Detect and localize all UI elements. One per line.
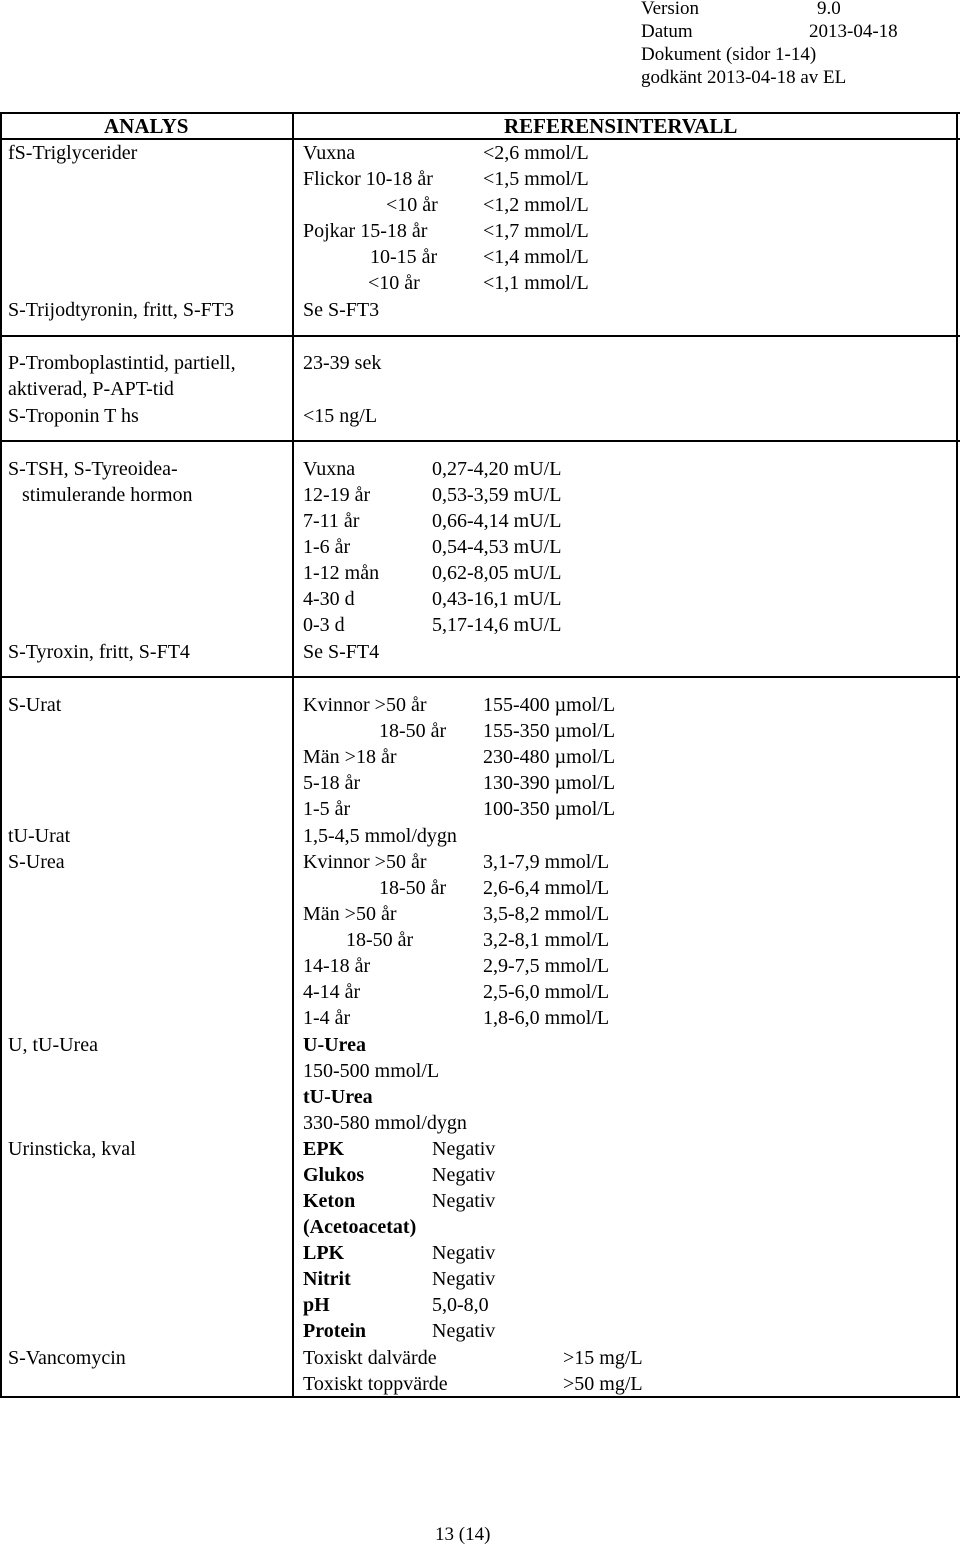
row-divider-1	[0, 335, 960, 337]
document-meta	[641, 0, 898, 89]
ref-group: 4-30 d	[303, 588, 355, 610]
ref-group: <10 år	[386, 194, 438, 216]
u-urea-subheading: U-Urea	[303, 1034, 366, 1056]
ref-group: Män >50 år	[303, 903, 397, 925]
ref-group: 4-14 år	[303, 981, 361, 1003]
urinsticka-label: Protein	[303, 1320, 366, 1342]
analysis-urinsticka: Urinsticka, kval	[8, 1138, 136, 1160]
analysis-u-urea: U, tU-Urea	[8, 1034, 98, 1056]
urinsticka-value: Negativ	[432, 1242, 496, 1264]
analysis-apt-line2: aktiverad, P-APT-tid	[8, 378, 174, 400]
version-label: Version	[641, 0, 700, 19]
urinsticka-value: Negativ	[432, 1164, 496, 1186]
analysis-triglycerider: fS-Triglycerider	[8, 142, 138, 164]
ref-value: 0,62-8,05 mU/L	[432, 562, 562, 584]
urinsticka-label: EPK	[303, 1138, 345, 1160]
analysis-ft3: S-Trijodtyronin, fritt, S-FT3	[8, 299, 234, 321]
ref-value: 3,1-7,9 mmol/L	[483, 851, 610, 873]
date-value: 2013-04-18	[809, 21, 898, 42]
version-row	[641, 0, 846, 20]
vancomycin-value: >50 mg/L	[563, 1373, 643, 1395]
ref-value: 3,5-8,2 mmol/L	[483, 903, 610, 925]
ref-group: 12-19 år	[303, 484, 371, 506]
urinsticka-label: Glukos	[303, 1164, 365, 1186]
date-row	[641, 20, 898, 43]
ref-value: <1,4 mmol/L	[483, 246, 589, 268]
row-divider-2	[0, 440, 960, 442]
analysis-ft4: S-Tyroxin, fritt, S-FT4	[8, 641, 190, 663]
ref-group: 1-6 år	[303, 536, 351, 558]
approval-line: godkänt 2013-04-18 av EL	[641, 67, 847, 88]
ref-group: Vuxna	[303, 458, 356, 480]
header-analys: ANALYS	[104, 114, 189, 138]
tu-urea-value: 330-580 mmol/dygn	[303, 1112, 467, 1134]
urinsticka-label: pH	[303, 1294, 330, 1316]
ref-value: 230-480 µmol/L	[483, 746, 616, 768]
ref-group: 7-11 år	[303, 510, 360, 532]
ref-group: 14-18 år	[303, 955, 371, 977]
ref-value: 100-350 µmol/L	[483, 798, 616, 820]
ref-apt: 23-39 sek	[303, 352, 382, 374]
ref-value: <1,1 mmol/L	[483, 272, 589, 294]
ref-group: Kvinnor >50 år	[303, 694, 427, 716]
ref-group: 0-3 d	[303, 614, 345, 636]
header-referensintervall: REFERENSINTERVALL	[504, 114, 738, 138]
vancomycin-value: >15 mg/L	[563, 1347, 643, 1369]
tu-urea-subheading: tU-Urea	[303, 1086, 373, 1108]
analysis-tu-urat: tU-Urat	[8, 825, 71, 847]
ref-value: 5,17-14,6 mU/L	[432, 614, 562, 636]
ref-value: 2,9-7,5 mmol/L	[483, 955, 610, 977]
ref-value: 0,27-4,20 mU/L	[432, 458, 562, 480]
urinsticka-label: LPK	[303, 1242, 345, 1264]
ref-group: 18-50 år	[379, 877, 447, 899]
ref-value: 2,6-6,4 mmol/L	[483, 877, 610, 899]
urinsticka-value: Negativ	[432, 1320, 496, 1342]
ref-value: <1,2 mmol/L	[483, 194, 589, 216]
urinsticka-label: Nitrit	[303, 1268, 351, 1290]
version-value: 9.0	[817, 0, 841, 19]
ref-value: 1,8-6,0 mmol/L	[483, 1007, 610, 1029]
u-urea-value: 150-500 mmol/L	[303, 1060, 440, 1082]
analysis-tsh-line1: S-TSH, S-Tyreoidea-	[8, 458, 178, 480]
urinsticka-value: Negativ	[432, 1138, 496, 1160]
analysis-urea: S-Urea	[8, 851, 65, 873]
analysis-vancomycin: S-Vancomycin	[8, 1347, 126, 1369]
ref-group: Män >18 år	[303, 746, 397, 768]
ref-group: Flickor 10-18 år	[303, 168, 433, 190]
vancomycin-label: Toxiskt dalvärde	[303, 1347, 437, 1369]
ref-group: 18-50 år	[346, 929, 414, 951]
ref-value: 155-350 µmol/L	[483, 720, 616, 742]
date-label: Datum	[641, 21, 693, 42]
ref-value: 2,5-6,0 mmol/L	[483, 981, 610, 1003]
ref-group: Vuxna	[303, 142, 356, 164]
analysis-tsh-line2: stimulerande hormon	[22, 484, 193, 506]
urinsticka-label: (Acetoacetat)	[303, 1216, 417, 1238]
ref-value: 0,66-4,14 mU/L	[432, 510, 562, 532]
ref-value: <1,5 mmol/L	[483, 168, 589, 190]
ref-value: 0,54-4,53 mU/L	[432, 536, 562, 558]
ref-value: 155-400 µmol/L	[483, 694, 616, 716]
ref-group: 5-18 år	[303, 772, 361, 794]
urinsticka-value: 5,0-8,0	[432, 1294, 489, 1316]
ref-value: 0,43-16,1 mU/L	[432, 588, 562, 610]
ref-ft4: Se S-FT4	[303, 641, 380, 663]
urinsticka-value: Negativ	[432, 1268, 496, 1290]
ref-group: 18-50 år	[379, 720, 447, 742]
column-divider	[292, 112, 294, 1398]
ref-troponin: <15 ng/L	[303, 405, 378, 427]
ref-ft3: Se S-FT3	[303, 299, 380, 321]
analysis-urat: S-Urat	[8, 694, 62, 716]
page-number: 13 (14)	[435, 1524, 491, 1545]
table-bottom-border	[0, 1396, 960, 1398]
ref-group: <10 år	[368, 272, 420, 294]
analysis-troponin: S-Troponin T hs	[8, 405, 139, 427]
ref-group: 10-15 år	[370, 246, 438, 268]
vancomycin-label: Toxiskt toppvärde	[303, 1373, 448, 1395]
ref-group: 1-4 år	[303, 1007, 351, 1029]
ref-tu-urat: 1,5-4,5 mmol/dygn	[303, 825, 457, 847]
urinsticka-label: Keton	[303, 1190, 356, 1212]
row-divider-3	[0, 676, 960, 678]
ref-value: <2,6 mmol/L	[483, 142, 589, 164]
ref-group: 1-5 år	[303, 798, 351, 820]
ref-group: Kvinnor >50 år	[303, 851, 427, 873]
ref-value: 0,53-3,59 mU/L	[432, 484, 562, 506]
urinsticka-value: Negativ	[432, 1190, 496, 1212]
ref-group: Pojkar 15-18 år	[303, 220, 428, 242]
ref-value: 130-390 µmol/L	[483, 772, 616, 794]
ref-value: <1,7 mmol/L	[483, 220, 589, 242]
document-pages: Dokument (sidor 1-14)	[641, 44, 817, 65]
analysis-apt-line1: P-Tromboplastintid, partiell,	[8, 352, 236, 374]
table-right-border	[956, 112, 958, 1398]
ref-group: 1-12 mån	[303, 562, 380, 584]
ref-value: 3,2-8,1 mmol/L	[483, 929, 610, 951]
table-left-border	[0, 112, 2, 1398]
